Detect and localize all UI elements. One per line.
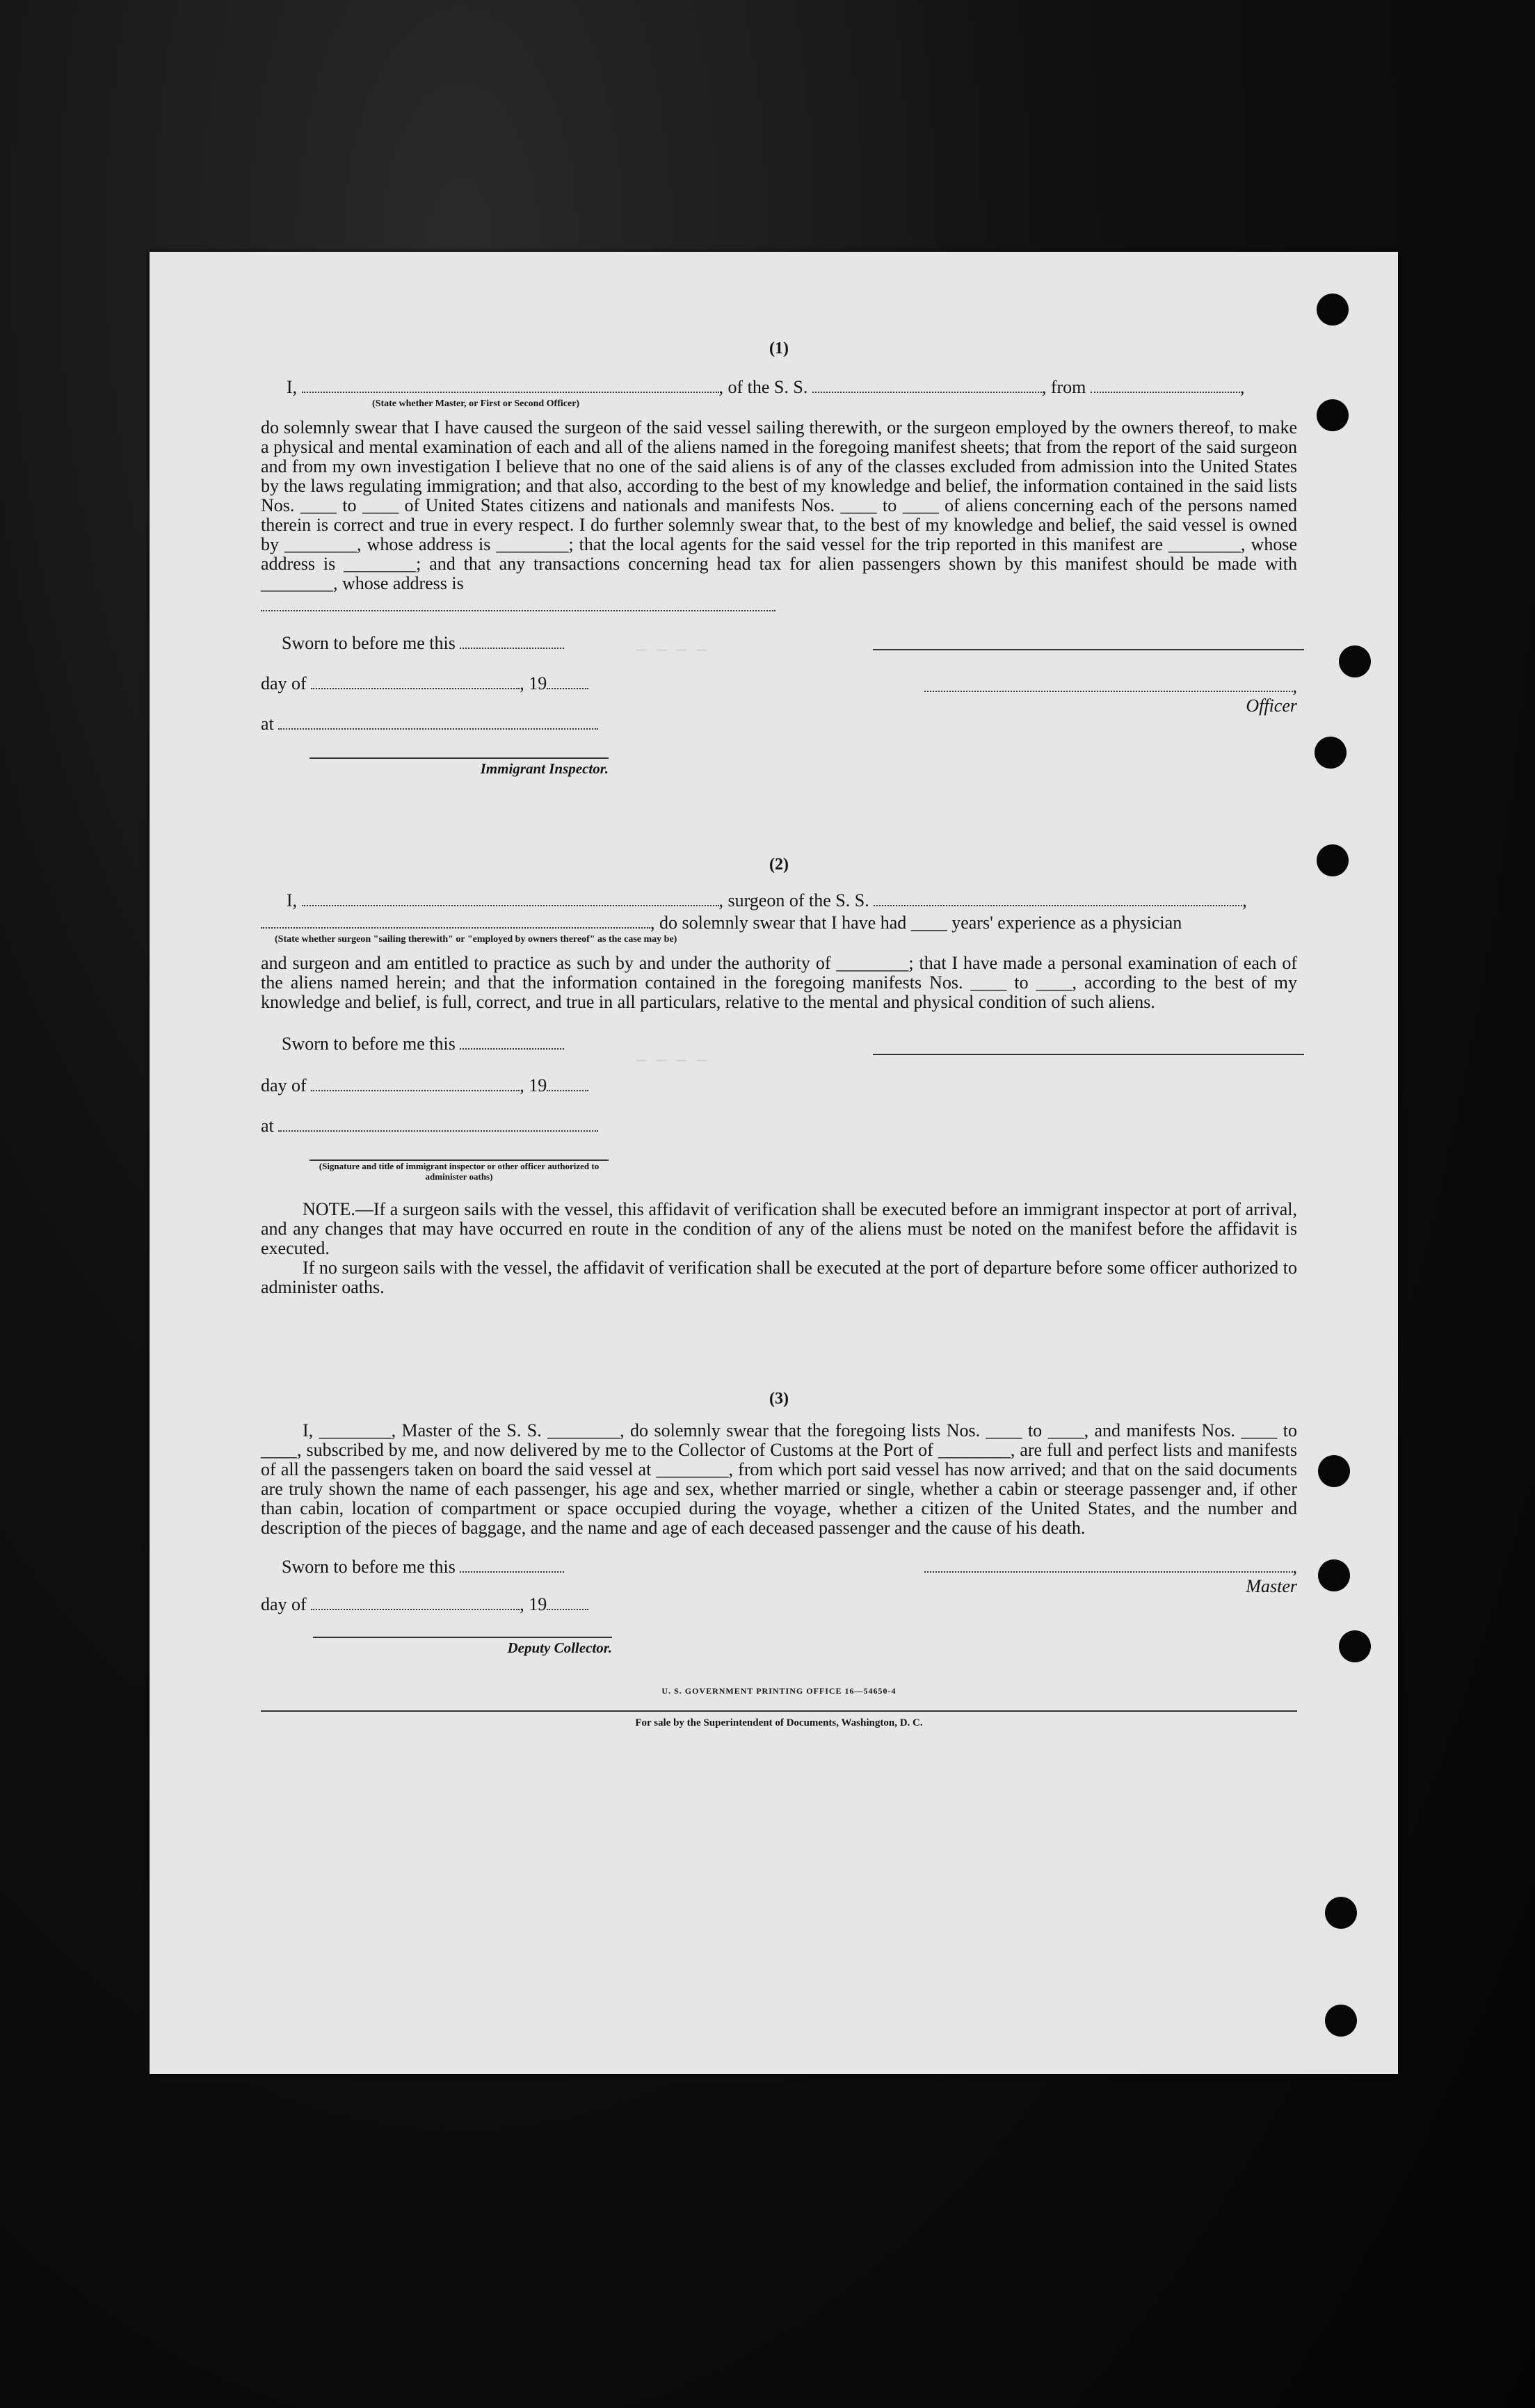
day-of-field[interactable] (311, 1596, 520, 1610)
officer-caption: (State whether Master, or First or Second Officer) (372, 399, 580, 409)
section3-paragraph: I, ________, Master of the S. S. ________, do solemnly swear that the foregoing lists Nos. ____ to ____, and manifests Nos. ____ to ____, subscribed by me, and now delivered by me to the Collector of Customs at the Port of ________, are full and perfect lists and manifests of all the passengers taken on board the said vessel at ________, from which port said vessel has now arrived; and that on the said documents are truly shown the name of each passenger, his age and sex, whether married or single, whether a cabin or steerage passenger and, if other than cabin, location of compartment or space occupied during the voyage, whether a citizen of the United States, and the number and description of the pieces of baggage, and the name and age of each deceased passenger and the cause of his death. (261, 1420, 1297, 1538)
surgeon-vessel-field[interactable] (874, 892, 1242, 906)
punch-hole (1318, 1455, 1350, 1487)
head-tax-address-field[interactable] (261, 597, 775, 611)
section2-experience-line: , do solemnly swear that I have had ____ years' experience as a physician (261, 913, 1297, 933)
section2-signature-block: Sworn to before me this day of , 19 at (Signature and title of immigrant inspector or other officer authorized to administer oaths) (261, 1026, 1297, 1200)
sworn-date-field[interactable] (460, 1036, 564, 1050)
inspector-caption: Immigrant Inspector. (480, 760, 609, 777)
surgeon-name-field[interactable] (302, 892, 719, 906)
section3-signature-block: Sworn to before me this day of , 19 Deputy Collector. , Master (261, 1557, 1297, 1656)
section1-signature-block: Sworn to before me this day of , 19 at Immigrant Inspector. , Officer (261, 621, 1297, 802)
manifest-back-page (150, 252, 1398, 2074)
punch-hole (1315, 737, 1347, 769)
section-number: (2) (769, 856, 789, 874)
at-field[interactable] (278, 1118, 598, 1132)
punch-hole (1318, 1559, 1350, 1591)
footer-rule (261, 1710, 1297, 1712)
sworn-date-field[interactable] (460, 1559, 564, 1573)
day-of-field[interactable] (311, 1077, 520, 1091)
signature-caption: (Signature and title of immigrant inspector or other officer authorized to administer oaths) (319, 1161, 600, 1182)
surgeon-signature-line[interactable] (873, 1054, 1304, 1055)
officer-name-field[interactable] (302, 379, 719, 393)
printing-office-line: U. S. GOVERNMENT PRINTING OFFICE 16—54650-4 (661, 1686, 897, 1696)
sale-notice: For sale by the Superintendent of Documents, Washington, D. C. (635, 1717, 923, 1728)
officer-signature-line-1[interactable] (873, 649, 1304, 650)
surgeon-caption: (State whether surgeon "sailing therewith" or "employed by owners thereof" as the case may be) (275, 934, 677, 945)
port-from-field[interactable] (1091, 379, 1240, 393)
punch-hole (1317, 844, 1349, 876)
vessel-name-field[interactable] (812, 379, 1042, 393)
year-field[interactable] (547, 1596, 588, 1610)
year-field[interactable] (547, 1077, 588, 1091)
punch-hole (1325, 2005, 1357, 2037)
section1-paragraph: do solemnly swear that I have caused the surgeon of the said vessel sailing therewith, or the surgeon employed by the owners thereof, to make a physical and mental examination of each and all of the aliens named in the foregoing manifest sheets; that from the report of the said surgeon and from my own investigation I believe that no one of the said aliens is of any of the classes excluded from admission into the United States by the laws regulating immigration; and that also, according to the best of my knowledge and belief, the information contained in the said lists Nos. ____ to ____ of United States citizens and nationals and manifests Nos. ____ to ____ of aliens concerning each of the persons named therein is correct and true in every respect. I do further solemnly swear that, to the best of my knowledge and belief, the said vessel is owned by ________, whose address is ________; that the local agents for the said vessel for the trip reported in this manifest are ________, whose address is ________; and that any transactions concerning head tax for alien passengers shown by this manifest should be made with ________, whose address is (261, 417, 1297, 593)
sworn-date-field[interactable] (460, 635, 564, 649)
punch-hole (1339, 645, 1371, 677)
officer-signature-line-2[interactable] (924, 678, 1293, 692)
note-paragraph-2: If no surgeon sails with the vessel, the affidavit of verification shall be executed at the port of departure before some officer authorized to administer oaths. (261, 1258, 1297, 1297)
section1-oath-line: I, , of the S. S. , from , (286, 377, 1245, 397)
affidavit-document (261, 339, 1297, 1733)
master-signature-line[interactable] (924, 1559, 1293, 1573)
section-number: (1) (769, 339, 789, 358)
punch-hole (1317, 399, 1349, 431)
section2-oath-line: I, , surgeon of the S. S. , (286, 890, 1247, 910)
section2-paragraph: and surgeon and am entitled to practice as such by and under the authority of ________; that I have made a personal examination of each of the aliens named herein; and that the information contained in the foregoing manifests Nos. ____ to ____, according to the best of my knowledge and belief, is full, correct, and true in all particulars, relative to the mental and physical condition of such aliens. (261, 953, 1297, 1012)
punch-hole (1339, 1630, 1371, 1662)
bleed-through: — — — — (636, 1052, 707, 1070)
year-field[interactable] (547, 675, 588, 689)
at-field[interactable] (278, 716, 598, 730)
collector-caption: Deputy Collector. (507, 1639, 612, 1656)
day-of-field[interactable] (311, 675, 520, 689)
note-paragraph-1: NOTE.—If a surgeon sails with the vessel, this affidavit of verification shall be executed before an immigrant inspector at port of arrival, and any changes that may have occurred en route in the condition of any of the aliens must be noted on the manifest before the affidavit is executed. (261, 1199, 1297, 1258)
punch-hole (1317, 294, 1349, 326)
section-number: (3) (769, 1390, 789, 1408)
surgeon-status-field[interactable] (261, 915, 650, 929)
punch-hole (1325, 1897, 1357, 1929)
bleed-through: — — — — (636, 641, 707, 660)
